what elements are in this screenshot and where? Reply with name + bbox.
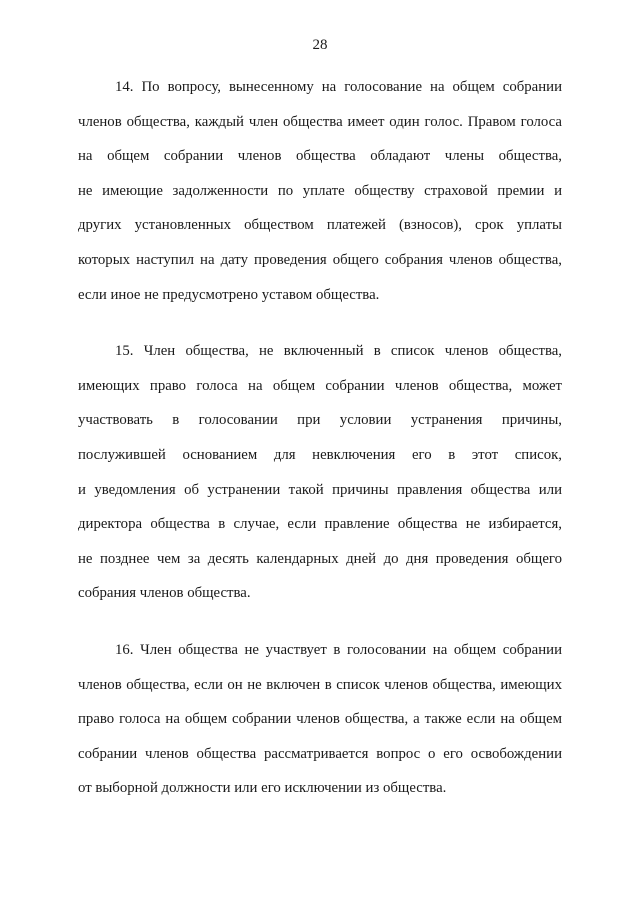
- paragraph-15: [78, 334, 562, 611]
- paragraph-line: которых наступил на дату проведения общего собрания членов общества,: [78, 251, 562, 268]
- paragraph-line: право голоса на общем собрании членов общества, а также если на общем: [78, 711, 562, 728]
- paragraph-16: [78, 633, 562, 806]
- paragraph-line: на общем собрании членов общества обладают члены общества,: [78, 148, 562, 165]
- paragraph-line: послужившей основанием для невключения его в этот список,: [78, 446, 562, 463]
- paragraph-line: если иное не предусмотрено уставом общества.: [78, 286, 380, 303]
- paragraph-line: не позднее чем за десять календарных дней до дня проведения общего: [78, 550, 562, 567]
- document-body: [78, 70, 562, 828]
- paragraph-line: 15. Член общества, не включенный в список членов общества,: [115, 343, 562, 360]
- paragraph-line: членов общества, если он не включен в список членов общества, имеющих: [78, 676, 562, 693]
- paragraph-line: других установленных обществом платежей (взносов), срок уплаты: [78, 217, 562, 234]
- paragraph-line: участвовать в голосовании при условии устранения причины,: [78, 412, 562, 429]
- paragraph-line: директора общества в случае, если правление общества не избирается,: [78, 516, 562, 533]
- paragraph-line: собрании членов общества рассматривается вопрос о его освобождении: [78, 745, 562, 762]
- paragraph-line: не имеющие задолженности по уплате обществу страховой премии и: [78, 182, 562, 199]
- paragraph-14: [78, 70, 562, 312]
- paragraph-line: 14. По вопросу, вынесенному на голосование на общем собрании: [115, 79, 562, 95]
- paragraph-line: от выборной должности или его исключении из общества.: [78, 780, 447, 797]
- page-number: 28: [312, 37, 328, 53]
- paragraph-line: имеющих право голоса на общем собрании членов общества, может: [78, 377, 562, 394]
- paragraph-line: собрания членов общества.: [78, 585, 251, 602]
- paragraph-line: членов общества, каждый член общества имеет один голос. Правом голоса: [78, 113, 562, 130]
- paragraph-line: и уведомления об устранении такой причины правления общества или: [78, 481, 562, 498]
- paragraph-line: 16. Член общества не участвует в голосовании на общем собрании: [115, 641, 562, 658]
